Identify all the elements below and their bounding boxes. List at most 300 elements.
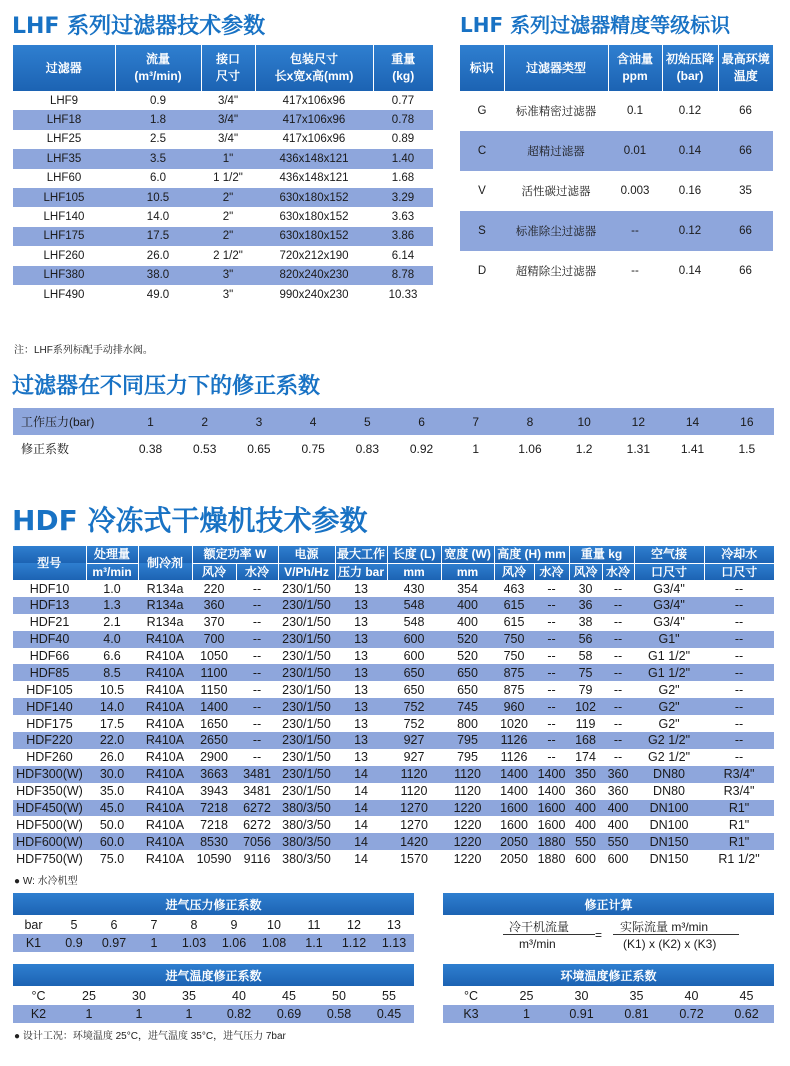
lhf-tech-header-row — [13, 45, 433, 91]
table-cell: R410A — [145, 665, 185, 680]
table-cell: 9116 — [243, 851, 271, 866]
table-cell: -- — [734, 598, 744, 613]
table-cell: 550 — [607, 834, 629, 849]
table-cell: 2050 — [500, 834, 528, 849]
table-cell: G2 1/2" — [648, 750, 691, 765]
table-row — [460, 131, 773, 171]
table-cell: R410A — [145, 851, 185, 866]
table-row — [13, 110, 433, 129]
hdf-col-flow: 处理量 — [86, 546, 138, 563]
table-cell: -- — [613, 615, 623, 630]
table-row — [13, 783, 774, 800]
table-cell: 0.69 — [276, 1007, 302, 1021]
table-cell: DN100 — [649, 817, 689, 832]
table-cell: -- — [547, 649, 556, 663]
table-cell: 650 — [457, 682, 478, 697]
table-cell: 400 — [607, 801, 629, 816]
hdf-col-power-water: 水冷 — [236, 563, 278, 580]
hdf-col-coolwater-unit: 口尺寸 — [704, 563, 774, 580]
inlet-temp-k2-label: K2 — [30, 1007, 47, 1021]
table-cell: -- — [734, 649, 744, 663]
table-cell: 0.91 — [569, 1007, 594, 1021]
table-cell: -- — [547, 581, 556, 596]
table-cell: 548 — [403, 598, 425, 613]
table-cell: 0.1 — [627, 105, 643, 117]
table-row — [13, 816, 774, 833]
table-cell: 0.16 — [678, 185, 702, 197]
col-package: 包装尺寸 长x宽x高(mm) — [255, 45, 373, 91]
table-cell: 7056 — [243, 834, 271, 849]
inlet-temp-k2-row — [13, 1005, 414, 1023]
hdf-col-coolwater: 冷却水 — [704, 546, 774, 563]
table-cell: 1.68 — [391, 172, 415, 185]
table-cell: 30 — [132, 989, 146, 1003]
table-cell: 600 — [575, 851, 596, 866]
bullet-icon: ● — [14, 876, 21, 887]
col-type: 过滤器类型 — [504, 45, 608, 91]
table-cell: 1.1 — [305, 936, 323, 950]
table-cell: C — [477, 145, 487, 157]
table-row — [13, 681, 774, 698]
table-cell: 1.40 — [391, 152, 415, 165]
factor-value: 1.2 — [575, 441, 593, 456]
table-cell: 30.0 — [99, 767, 125, 782]
table-cell: 50.0 — [99, 817, 125, 832]
table-cell: DN150 — [649, 851, 689, 866]
table-cell: 0.58 — [326, 1007, 352, 1021]
table-cell: 1100 — [200, 665, 228, 680]
table-cell: HDF750(W) — [16, 851, 83, 866]
table-cell: R410A — [145, 784, 185, 799]
hdf-col-width: 宽度 (W) — [441, 546, 494, 563]
table-cell: 630x180x152 — [279, 211, 349, 224]
lhf-tech-table — [13, 45, 433, 304]
table-row — [13, 833, 774, 850]
table-cell: R134a — [146, 598, 184, 613]
table-cell: 10.5 — [99, 682, 125, 697]
table-cell: 0.12 — [678, 105, 702, 117]
table-cell: 3663 — [200, 767, 228, 782]
table-cell: HDF175 — [26, 716, 73, 731]
footnote-text: 设计工况：环境温度 25°C，进气温度 35°C，进气压力 7bar — [22, 1031, 286, 1042]
table-cell: 2.5 — [150, 133, 166, 146]
table-cell: 10590 — [196, 851, 232, 866]
table-cell: HDF66 — [29, 649, 70, 663]
hdf-col-supply: 电源 — [278, 546, 335, 563]
table-cell: 1126 — [500, 733, 528, 748]
hdf-col-supply-unit: V/Ph/Hz — [278, 563, 335, 580]
table-cell: 1220 — [453, 801, 482, 816]
table-cell: 350 — [575, 767, 596, 782]
table-cell: 35 — [182, 989, 196, 1003]
hdf-col-pressure-unit: 压力 bar — [335, 563, 387, 580]
factor-value: 0.53 — [193, 441, 217, 456]
table-row — [13, 664, 774, 681]
table-row — [13, 749, 774, 766]
table-cell: G2 1/2" — [648, 733, 691, 748]
table-cell: 0.78 — [391, 114, 415, 127]
table-cell: R1 1/2" — [718, 851, 760, 866]
table-row — [13, 285, 433, 304]
calc-title: 修正计算 — [443, 893, 774, 915]
table-cell: 1600 — [537, 817, 566, 832]
factor-value: 1.5 — [738, 441, 756, 456]
table-cell: 230/1/50 — [282, 682, 331, 697]
table-cell: G2" — [658, 699, 680, 714]
table-cell: 400 — [607, 817, 629, 832]
table-cell: 14 — [354, 817, 368, 832]
table-row — [460, 251, 773, 291]
table-cell: 1400 — [200, 699, 228, 714]
factor-value: 0.65 — [247, 441, 271, 456]
table-cell: 380/3/50 — [282, 851, 331, 866]
table-cell: R1" — [728, 801, 750, 816]
table-cell: -- — [252, 615, 262, 630]
table-cell: R3/4" — [723, 767, 755, 782]
table-cell: LHF140 — [43, 211, 85, 224]
table-cell: LHF260 — [43, 249, 85, 262]
table-row — [13, 91, 433, 110]
table-cell: 2" — [222, 230, 234, 243]
table-cell: -- — [613, 665, 623, 680]
table-cell: 66 — [739, 145, 752, 157]
table-cell: HDF21 — [29, 615, 70, 630]
table-cell: 1220 — [453, 834, 482, 849]
table-cell: 2650 — [200, 733, 228, 748]
hdf-col-refrigerant: 制冷剂 — [138, 546, 192, 580]
table-cell: 11 — [307, 918, 321, 932]
table-cell: 360 — [607, 767, 629, 782]
table-cell: 6.0 — [150, 172, 166, 185]
pressure-value: 3 — [255, 414, 263, 429]
hdf-col-height: 高度 (H) mm — [494, 546, 569, 563]
table-cell: 1 — [85, 1007, 93, 1021]
table-cell: 3" — [222, 269, 234, 282]
table-cell: 35 — [739, 185, 752, 197]
table-cell: LHF25 — [46, 133, 82, 146]
table-cell: 230/1/50 — [282, 716, 331, 731]
table-cell: 1.13 — [381, 936, 407, 950]
col-weight: 重量 (kg) — [373, 45, 433, 91]
table-cell: 14 — [354, 784, 368, 799]
table-cell: 3" — [222, 288, 234, 301]
ambient-temp-k3-row — [443, 1005, 774, 1023]
hdf-col-airconn-unit: 口尺寸 — [634, 563, 704, 580]
factor-value: 0.75 — [301, 441, 325, 456]
table-cell: LHF490 — [43, 288, 85, 301]
table-cell: HDF105 — [26, 682, 73, 697]
table-cell: 1 — [185, 1007, 193, 1021]
lhf-tech-title: LHF 系列过滤器技术参数 — [12, 14, 266, 39]
table-cell: 820x240x230 — [279, 269, 349, 282]
table-cell: R3/4" — [723, 784, 755, 799]
lhf-grade-title: LHF 系列过滤器精度等级标识 — [460, 13, 731, 37]
table-row — [13, 597, 774, 614]
hdf-col-length-unit: mm — [387, 563, 441, 580]
table-cell: 0.12 — [678, 225, 702, 237]
table-cell: 4.0 — [103, 632, 121, 647]
table-cell: D — [477, 265, 487, 277]
table-cell: R410A — [145, 834, 185, 849]
table-cell: 400 — [457, 598, 478, 613]
table-cell: G1" — [658, 632, 680, 647]
pressure-row — [13, 408, 774, 435]
table-cell: 58 — [578, 649, 593, 663]
table-cell: 3.86 — [391, 230, 415, 243]
table-cell: 360 — [607, 784, 629, 799]
table-row — [460, 211, 773, 251]
inlet-temp-table — [13, 987, 414, 1023]
table-cell: 8 — [190, 918, 198, 932]
table-cell: LHF175 — [43, 230, 85, 243]
table-cell: 119 — [575, 716, 596, 731]
table-cell: 1120 — [400, 767, 428, 782]
table-row — [13, 169, 433, 188]
table-cell: HDF85 — [29, 665, 70, 680]
hdf-title: HDF 冷冻式干燥机技术参数 — [12, 504, 368, 537]
table-cell: G1 1/2" — [648, 665, 691, 680]
table-cell: 1.12 — [341, 936, 367, 950]
table-cell: -- — [613, 682, 623, 697]
table-cell: LHF9 — [49, 94, 79, 107]
hdf-header-row-1 — [13, 546, 774, 563]
table-cell: HDF220 — [26, 733, 73, 748]
table-row — [13, 766, 774, 783]
inlet-temp-title: 进气温度修正系数 — [13, 964, 414, 986]
table-cell: 0.81 — [624, 1007, 649, 1021]
table-cell: 30 — [578, 581, 593, 596]
hdf-col-height-air: 风冷 — [494, 563, 534, 580]
table-cell: 520 — [457, 649, 478, 663]
table-cell: -- — [613, 632, 623, 647]
table-cell: LHF105 — [43, 191, 85, 204]
factor-value: 0.83 — [355, 441, 380, 456]
table-cell: LHF18 — [46, 114, 82, 127]
table-cell: 35 — [629, 989, 644, 1003]
factor-value: 1.41 — [680, 441, 705, 456]
table-cell: -- — [734, 665, 744, 680]
table-cell: 3.5 — [150, 152, 166, 165]
hdf-col-length: 长度 (L) — [387, 546, 441, 563]
table-cell: 3/4" — [217, 94, 239, 107]
calc-right-numerator: 实际流量 m³/min — [620, 920, 708, 934]
table-cell: 102 — [575, 699, 596, 714]
table-cell: 795 — [457, 750, 478, 765]
inlet-pressure-k1-row — [13, 934, 414, 952]
table-cell: R410A — [145, 699, 185, 714]
hdf-col-power-air: 风冷 — [192, 563, 236, 580]
factor-row — [13, 435, 774, 462]
table-cell: 650 — [403, 682, 425, 697]
table-cell: HDF600(W) — [16, 834, 83, 849]
table-cell: R134a — [146, 615, 184, 630]
table-cell: DN80 — [653, 767, 686, 782]
pressure-value: 1 — [147, 414, 154, 429]
table-cell: -- — [734, 699, 744, 714]
table-cell: 3481 — [243, 784, 271, 799]
table-row — [13, 614, 774, 631]
inlet-pressure-k1-label: K1 — [25, 936, 42, 950]
table-cell: 3481 — [243, 767, 271, 782]
table-cell: 3943 — [200, 784, 228, 799]
table-cell: 66 — [739, 105, 752, 117]
col-filter: 过滤器 — [45, 60, 82, 75]
table-cell: -- — [252, 716, 262, 731]
table-cell: 1600 — [537, 801, 566, 816]
table-cell: 2.1 — [103, 615, 121, 630]
table-cell: 230/1/50 — [282, 784, 331, 799]
table-row — [13, 207, 433, 226]
table-cell: 400 — [575, 801, 596, 816]
table-cell: 417x106x96 — [282, 114, 346, 127]
table-cell: 14 — [354, 767, 368, 782]
table-cell: 45 — [739, 989, 754, 1003]
table-cell: 360 — [203, 598, 225, 613]
table-cell: 13 — [354, 750, 368, 765]
pressure-value: 16 — [740, 414, 754, 429]
table-cell: 10 — [267, 918, 281, 932]
table-cell: 1120 — [400, 784, 428, 799]
table-cell: -- — [734, 632, 744, 647]
hdf-col-weight-water: 水冷 — [602, 563, 634, 580]
table-cell: 436x148x121 — [279, 152, 349, 165]
table-cell: 430 — [403, 581, 425, 596]
factor-label: 修正系数 — [21, 442, 70, 456]
ambient-temp-c-label: °C — [463, 989, 479, 1003]
table-cell: 40 — [684, 989, 699, 1003]
table-cell: 75.0 — [99, 851, 125, 866]
table-cell: 30 — [574, 989, 589, 1003]
factor-value: 1.31 — [626, 441, 651, 456]
inlet-pressure-title: 进气压力修正系数 — [13, 893, 414, 915]
table-cell: 36 — [578, 598, 593, 613]
table-cell: R1" — [728, 817, 750, 832]
hdf-col-weight: 重量 kg — [569, 546, 634, 563]
table-cell: 13 — [354, 682, 368, 697]
pressure-value: 5 — [363, 414, 371, 429]
table-cell: 14 — [354, 851, 368, 866]
table-row — [13, 631, 774, 648]
table-cell: 0.97 — [101, 936, 127, 950]
table-cell: 1650 — [200, 716, 228, 731]
pressure-value: 14 — [685, 414, 700, 429]
table-cell: 7218 — [200, 817, 228, 832]
table-cell: R1" — [728, 834, 750, 849]
table-cell: 2050 — [500, 851, 528, 866]
table-cell: 8530 — [200, 834, 228, 849]
table-cell: 1020 — [500, 716, 528, 731]
table-cell: 7218 — [200, 801, 228, 816]
table-cell: 990x240x230 — [279, 288, 349, 301]
table-cell: -- — [631, 225, 639, 237]
table-cell: -- — [252, 733, 262, 748]
table-cell: -- — [613, 649, 623, 663]
table-cell: 0.003 — [620, 185, 650, 197]
table-cell: 1.03 — [181, 936, 207, 950]
table-cell: -- — [547, 598, 556, 613]
table-cell: R410A — [145, 682, 185, 697]
table-cell: 60.0 — [99, 834, 125, 849]
table-cell: 13 — [354, 699, 368, 714]
table-cell: R410A — [145, 750, 185, 765]
ambient-temp-table — [443, 987, 774, 1023]
pressure-value: 4 — [309, 414, 317, 429]
table-cell: 795 — [457, 733, 478, 748]
table-cell: 0.14 — [678, 145, 702, 157]
table-cell: 1600 — [500, 817, 528, 832]
table-cell: 0.89 — [391, 133, 415, 146]
table-cell: R410A — [145, 733, 185, 748]
table-cell: 0.14 — [678, 265, 702, 277]
table-cell: 13 — [354, 733, 368, 748]
table-cell: -- — [734, 716, 744, 731]
table-cell: 700 — [203, 632, 225, 647]
table-cell: 1 — [523, 1007, 530, 1021]
table-cell: 615 — [503, 615, 525, 630]
table-cell: 745 — [457, 699, 478, 714]
table-cell: 0.9 — [150, 94, 166, 107]
pressure-value: 8 — [526, 414, 534, 429]
table-cell: 10.5 — [146, 191, 170, 204]
table-cell: G1 1/2" — [648, 649, 691, 663]
inlet-pressure-bar-row — [13, 916, 414, 934]
table-cell: 活性碳过滤器 — [521, 186, 591, 198]
table-cell: 10.33 — [388, 288, 418, 301]
col-flow: 流量 (m³/min) — [115, 45, 201, 91]
table-cell: 9 — [230, 918, 238, 932]
table-cell: 5 — [70, 918, 78, 932]
table-cell: 3/4" — [217, 114, 239, 127]
table-cell: 13 — [354, 632, 368, 647]
table-row — [13, 188, 433, 207]
table-cell: 56 — [578, 632, 593, 647]
table-cell: -- — [613, 716, 623, 731]
table-row — [13, 246, 433, 265]
table-cell: 380/3/50 — [282, 834, 331, 849]
table-cell: 38.0 — [146, 269, 170, 282]
table-cell: 2" — [222, 191, 234, 204]
table-cell: HDF260 — [26, 750, 73, 765]
table-cell: 230/1/50 — [282, 598, 331, 613]
pressure-label: 工作压力(bar) — [21, 415, 95, 429]
table-cell: -- — [547, 699, 556, 714]
pressure-value: 10 — [577, 414, 591, 429]
table-cell: 927 — [403, 750, 425, 765]
table-cell: 8.5 — [103, 665, 121, 680]
table-cell: 1120 — [454, 767, 481, 782]
table-cell: 17.5 — [146, 230, 170, 243]
table-cell: 174 — [575, 750, 596, 765]
table-cell: 75 — [578, 665, 593, 680]
table-cell: 8.78 — [391, 269, 415, 282]
hdf-note — [14, 872, 78, 887]
table-cell: DN150 — [649, 834, 689, 849]
table-cell: G3/4" — [653, 615, 685, 630]
hdf-header-row-2 — [13, 563, 774, 580]
table-cell: 超精过滤器 — [527, 146, 585, 158]
calc-right-denominator: (K1) x (K2) x (K3) — [623, 937, 717, 951]
table-cell: 1126 — [500, 750, 528, 765]
table-cell: 0.82 — [226, 1007, 252, 1021]
table-cell: -- — [613, 581, 623, 596]
table-cell: 1.0 — [103, 581, 121, 596]
correction-title: 过滤器在不同压力下的修正系数 — [12, 374, 321, 399]
pressure-value: 2 — [201, 414, 209, 429]
table-cell: HDF450(W) — [16, 801, 83, 816]
table-cell: 13 — [354, 615, 368, 630]
calc-equals: = — [595, 928, 603, 942]
table-cell: 0.72 — [679, 1007, 704, 1021]
